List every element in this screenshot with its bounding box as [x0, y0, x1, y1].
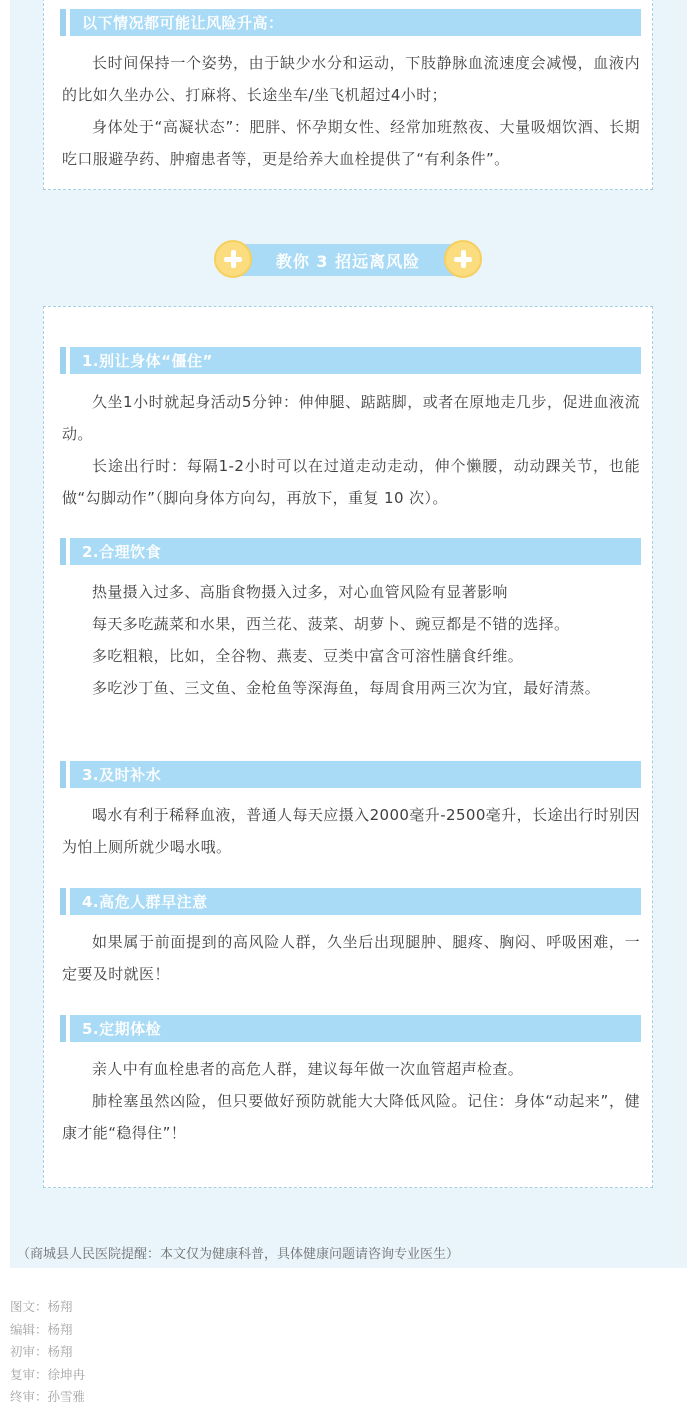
heading-label: 2.合理饮食 [82, 543, 162, 561]
heading-accent-bar [60, 9, 66, 36]
section-5-paragraph-2: 肺栓塞虽然凶险，但只要做好预防就能大大降低风险。记住：身体“动起来”，健康才能“稳得住”！ [62, 1092, 640, 1142]
section-1-paragraph-1: 久坐1小时就起身活动5分钟：伸伸腿、踮踮脚，或者在原地走几步，促进血液流动。 [62, 393, 640, 443]
credits-block [10, 1296, 85, 1409]
heading-accent-bar [60, 888, 66, 915]
section-2-paragraph-1: 热量摄入过多、高脂食物摄入过多，对心血管风险有显著影响 [92, 583, 508, 601]
section-heading-4 [60, 888, 641, 915]
section-heading-5 [60, 1015, 641, 1042]
section-3-paragraph-1: 喝水有利于稀释血液，普通人每天应摄入2000毫升-2500毫升，长途出行时别因为怕上厕所就少喝水哦。 [62, 806, 640, 856]
heading-label: 1.别让身体“僵住” [82, 352, 213, 370]
section-heading-1 [60, 347, 641, 374]
heading-accent-bar [60, 1015, 66, 1042]
heading-label: 4.高危人群早注意 [82, 893, 208, 911]
risk-factors-heading [60, 9, 641, 36]
credit-line: 终审：孙雪雅 [10, 1389, 86, 1404]
section-2-paragraph-4: 多吃沙丁鱼、三文鱼、金枪鱼等深海鱼，每周食用两三次为宜，最好清蒸。 [92, 679, 601, 697]
risk-paragraph-1: 长时间保持一个姿势，由于缺少水分和运动，下肢静脉血流速度会减慢，血液内的比如久坐办公、打麻将、长途坐车/坐飞机超过4小时； [62, 54, 640, 104]
section-2-paragraph-2: 每天多吃蔬菜和水果，西兰花、菠菜、胡萝卜、豌豆都是不错的选择。 [92, 615, 570, 633]
credit-line: 初审：杨翔 [10, 1344, 73, 1359]
heading-accent-bar [60, 761, 66, 788]
section-5-paragraph-1: 亲人中有血栓患者的高危人群，建议每年做一次血管超声检查。 [92, 1060, 524, 1078]
section-4-paragraph-1: 如果属于前面提到的高风险人群，久坐后出现腿肿、腿疼、胸闷、呼吸困难，一定要及时就医！ [62, 933, 640, 983]
heading-label: 3.及时补水 [82, 766, 162, 784]
heading-accent-bar [60, 347, 66, 374]
risk-paragraph-2: 身体处于“高凝状态”：肥胖、怀孕期女性、经常加班熬夜、大量吸烟饮酒、长期吃口服避孕药、肿瘤患者等，更是给养大血栓提供了“有利条件”。 [62, 118, 640, 168]
heading-label: 5.定期体检 [82, 1020, 162, 1038]
credit-line: 复审：徐坤冉 [10, 1366, 86, 1382]
tips-banner [214, 240, 482, 280]
heading-accent-bar [60, 538, 66, 565]
section-2-paragraph-3: 多吃粗粮，比如，全谷物、燕麦、豆类中富含可溶性膳食纤维。 [92, 647, 524, 665]
credit-line: 图文：杨翔 [10, 1299, 73, 1314]
banner-title: 教你 3 招远离风险 [275, 252, 421, 271]
section-heading-2 [60, 538, 641, 565]
section-heading-3 [60, 761, 641, 788]
heading-label: 以下情况都可能让风险升高： [82, 14, 284, 32]
credit-line: 编辑：杨翔 [10, 1321, 73, 1337]
disclaimer-note: （商城县人民医院提醒：本文仅为健康科普，具体健康问题请咨询专业医生） [17, 1247, 460, 1262]
section-1-paragraph-2: 长途出行时：每隔1-2小时可以在过道走动走动，伸个懒腰，动动踝关节，也能做“勾脚动作”（脚向身体方向勾，再放下，重复 10 次）。 [62, 457, 640, 507]
